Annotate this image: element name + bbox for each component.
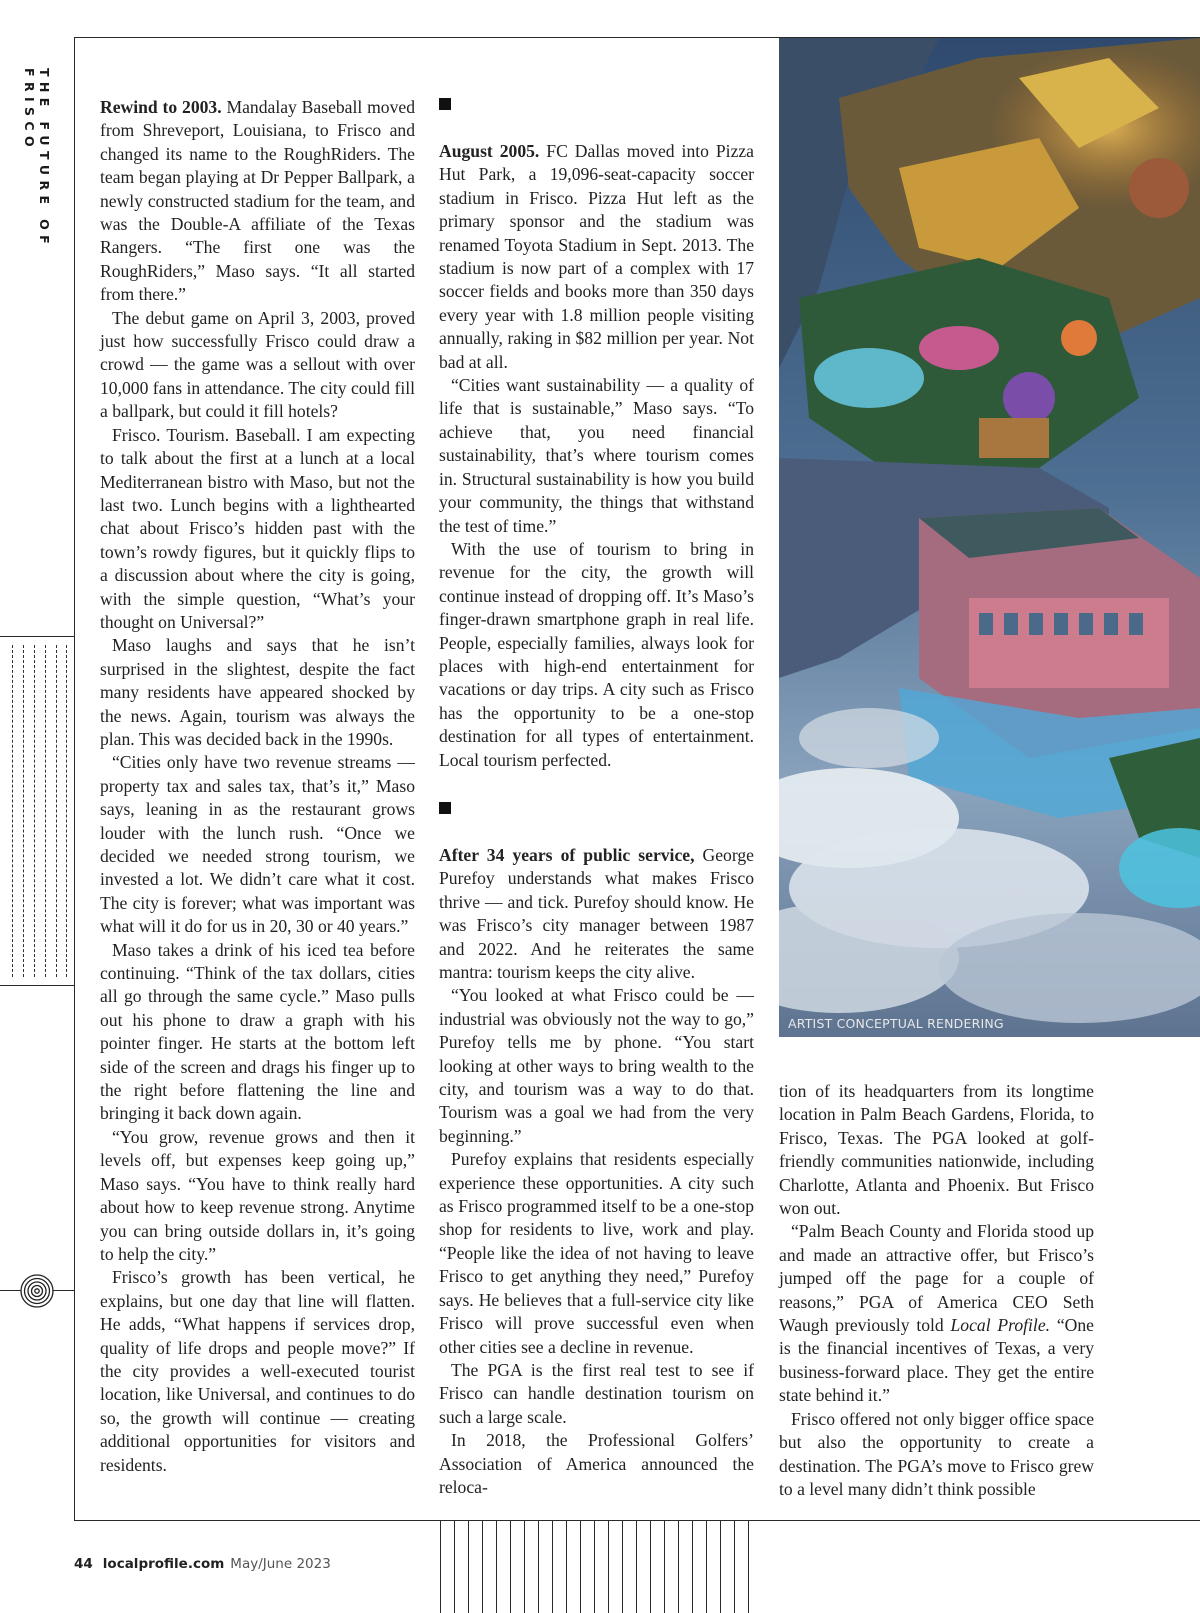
decorative-dashed-lines bbox=[0, 636, 74, 986]
photo-caption: ARTIST CONCEPTUAL RENDERING bbox=[788, 1016, 1004, 1031]
article-column-3 bbox=[779, 1080, 1094, 1501]
article-column-1 bbox=[100, 96, 415, 1477]
paragraph-text: George Purefoy understands what makes Frisco thrive — and tick. Purefoy should know. He was Frisco’s city manager between 1987 and 2022. And he reiterates the same mantra: tourism keeps the city alive. bbox=[439, 844, 754, 982]
paragraph-text: FC Dallas moved into Pizza Hut Park, a 19,096-seat-capacity soccer stadium in Frisco. Pizza Hut left as the primary sponsor and the stadium was renamed Toyota Stadium in Sept. 2013. The stadium is now part of a complex with 17 soccer fields and books more than 350 days every year with 1.8 million people visiting annually, raking in $82 million per year. Not bad at all. bbox=[439, 141, 754, 372]
spiral-icon bbox=[20, 1274, 54, 1308]
artist-rendering-photo bbox=[779, 38, 1200, 1037]
paragraph: The debut game on April 3, 2003, proved just how successfully Frisco could draw a crowd — the game was a sellout with over 10,000 fans in attendance. The city could fill a ballpark, but could it fill hotels? bbox=[100, 307, 415, 422]
paragraph: “Cities only have two revenue streams — property tax and sales tax, that’s it,” Maso says, leaning in as the restaurant grows louder with the lunch rush. “Once we decided we needed strong tourism, we invested a lot. We didn’t care what it cost. The city is forever; what was important was what will it do for us in 20, 30 or 40 years.” bbox=[100, 752, 415, 937]
paragraph: “You grow, revenue grows and then it levels off, but expenses keep going up,” Maso says. “You have to think really hard about how to keep revenue strong. Anytime you can bring outside dollars in, it’s going to help the city.” bbox=[100, 1126, 415, 1264]
decorative-vertical-bars bbox=[440, 1521, 754, 1613]
paragraph bbox=[779, 1220, 1094, 1407]
paragraph: Frisco offered not only bigger office space but also the opportunity to create a destination. The PGA’s move to Frisco grew to a level many didn’t think possible bbox=[779, 1408, 1094, 1499]
paragraph: Purefoy explains that residents especially experience these opportunities. A city such as Frisco programmed itself to be a one-stop shop for residents to live, work and play. “People like the idea of not having to leave Frisco to get anything they need,” Purefoy says. He believes that a full-service city like Frisco will prove successful even when other cities see a decline in revenue. bbox=[439, 1149, 754, 1357]
paragraph: Maso laughs and says that he isn’t surprised in the slightest, despite the fact many residents have appeared shocked by the news. Again, tourism was always the plan. This was decided back in the 1990s. bbox=[100, 635, 415, 749]
paragraph-text: “Palm Beach County and Florida stood up and made an attractive offer, but Frisco’s jumped off the page for a couple of reasons,” PGA of America CEO Seth Waugh previously told bbox=[779, 1221, 1094, 1336]
section-title-vertical: THE FUTURE OF FRISCO bbox=[22, 68, 52, 250]
website-link[interactable]: localprofile.com bbox=[102, 1556, 225, 1572]
paragraph: Frisco’s growth has been vertical, he explains, but one day that line will flatten. He adds, “What happens if services drop, quality of life drops and people move?” If the city provides a well-executed tourist location, like Universal, and continues to do so, the growth will continue — creating additional opportunities for visitors and residents. bbox=[100, 1267, 415, 1475]
paragraph-text: “One is the financial incentives of Texas, a very business-forward place. They get the entire state behind it.” bbox=[779, 1315, 1094, 1406]
lead-in: August 2005. bbox=[439, 141, 540, 161]
page-number: 44 bbox=[74, 1556, 93, 1572]
paragraph: In 2018, the Professional Golfers’ Association of America announced the reloca- bbox=[439, 1430, 754, 1497]
paragraph bbox=[439, 844, 754, 984]
paragraph: Frisco. Tourism. Baseball. I am expecting to talk about the first at a lunch at a local Mediterranean bistro with Maso, but not the last two. Lunch begins with a lighthearted chat about Frisco’s hidden past with the town’s rowdy figures, but it quickly flips to a discussion about where the city is going, with the simple question, “What’s your thought on Universal?” bbox=[100, 424, 415, 632]
paragraph bbox=[439, 140, 754, 374]
paragraph: The PGA is the first real test to see if Frisco can handle destination tourism on such a large scale. bbox=[439, 1359, 754, 1427]
lead-in: Rewind to 2003. bbox=[100, 97, 222, 117]
publication-name: Local Profile. bbox=[950, 1315, 1051, 1336]
paragraph: With the use of tourism to bring in revenue for the city, the growth will continue instead of dropping off. It’s Maso’s finger-drawn smartphone graph in real life. People, especially families, always look for places with high-end entertainment for vacations or day trips. A city such as Frisco has the opportunity to be a one-stop destination for all types of entertainment. Local tourism perfected. bbox=[439, 538, 754, 770]
paragraph: tion of its headquarters from its longtime location in Palm Beach Gardens, Florida, to Frisco, Texas. The PGA looked at golf-friendly communities nationwide, including Charlotte, Atlanta and Phoenix. But Frisco won out. bbox=[779, 1081, 1094, 1219]
paragraph-text: Mandalay Baseball moved from Shreveport, Louisiana, to Frisco and changed its name to the RoughRiders. The team began playing at Dr Pepper Ballpark, a newly constructed stadium for the team, and was the Double-A affiliate of the Texas Rangers. “The first one was the RoughRiders,” Maso says. “It all started from there.” bbox=[100, 97, 415, 305]
lead-in: After 34 years of public service, bbox=[439, 844, 695, 865]
article-column-2 bbox=[439, 96, 754, 1499]
paragraph bbox=[100, 96, 415, 307]
aerial-theme-park-illustration bbox=[779, 38, 1200, 1037]
page-footer bbox=[74, 1556, 331, 1572]
section-break-square bbox=[439, 98, 451, 110]
paragraph: “Cities want sustainability — a quality of life that is sustainable,” Maso says. “To achieve that, you need financial sustainability, that’s where tourism comes in. Structural sustainability is how you build your community, the things that withstand the test of time.” bbox=[439, 375, 754, 536]
section-break-square bbox=[439, 802, 451, 814]
paragraph: Maso takes a drink of his iced tea before continuing. “Think of the tax dollars, cities all go through the same cycle.” Maso pulls out his phone to draw a graph with his pointer finger. He starts at the bottom left side of the screen and drags his finger up to the right before flattening the line and bringing it back down again. bbox=[100, 939, 415, 1124]
issue-date: May/June 2023 bbox=[230, 1556, 331, 1572]
left-rule bbox=[74, 37, 75, 1521]
paragraph: “You looked at what Frisco could be — industrial was obviously not the way to go,” Purefoy tells me by phone. “You start looking at other ways to bring wealth to the city, and tourism was a way to do that. Tourism was a goal we had from the very beginning.” bbox=[439, 985, 754, 1146]
